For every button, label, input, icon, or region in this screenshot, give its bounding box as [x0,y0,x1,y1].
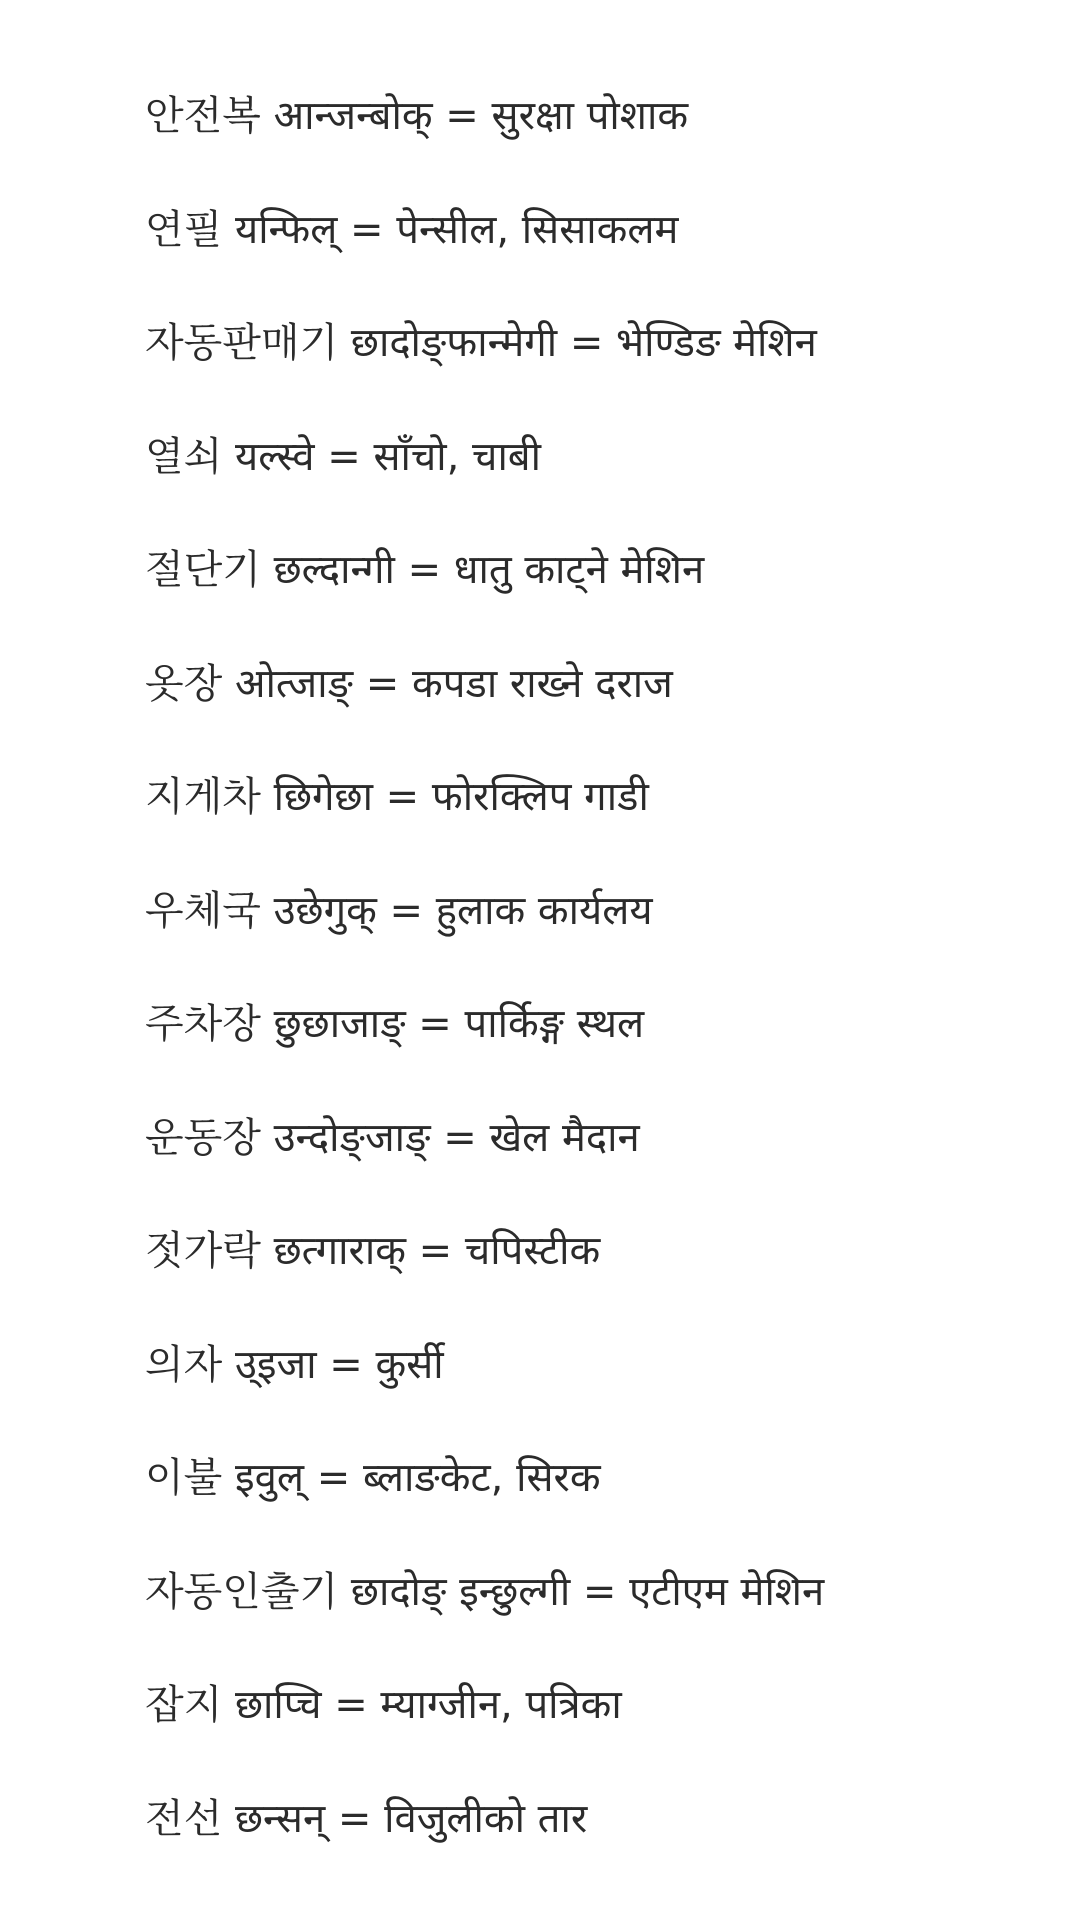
vocab-text: 운동장 उन्दोङ्जाङ् = खेल मैदान [145,1114,640,1161]
vocab-text: 젓가락 छत्गाराक् = चपिस्टीक [145,1228,601,1274]
vocab-item-magazine [145,1677,1045,1791]
vocab-text: 의자 उ्इजा = कुर्सी [145,1341,444,1388]
vocab-text: 열쇠 यल्स्वे = साँचो, चाबी [145,433,542,480]
vocab-item-wardrobe [145,656,1045,770]
vocab-item-playground [145,1110,1045,1224]
vocab-text: 이불 इवुल् = ब्लाङकेट, सिरक [145,1455,601,1501]
vocab-text: 안전복 आन्जन्बोक् = सुरक्षा पोशाक [145,93,689,139]
vocab-text: 연필 यन्फिल् = पेन्सील, सिसाकलम [145,206,679,253]
vocab-text: 주차장 छुछाजाङ् = पार्किङ्ग स्थल [145,1001,645,1047]
vocab-item-parking-lot [145,996,1045,1110]
vocab-item-vending-machine [145,315,1045,429]
vocab-item-forklift [145,769,1045,883]
vocab-item-pencil [145,202,1045,316]
vocab-item-atm [145,1564,1045,1678]
vocab-item-safety-clothing [145,88,1045,202]
vocab-item-post-office [145,883,1045,997]
vocab-text: 잡지 छाप्चि = म्याग्जीन, पत्रिका [145,1682,622,1728]
vocab-text: 전선 छन्सन् = विजुलीको तार [145,1795,588,1842]
vocab-text: 자동판매기 छादोङ्फान्मेगी = भेण्डिङ मेशिन [145,320,817,366]
vocab-item-electric-wire [145,1791,1045,1905]
vocab-item-blanket [145,1450,1045,1564]
vocab-text: 자동인출기 छादोङ् इन्छुल्गी = एटीएम मेशिन [145,1568,825,1615]
vocab-item-chopsticks [145,1223,1045,1337]
vocab-text: 옷장 ओत्जाङ् = कपडा राख्ने दराज [145,660,673,707]
vocab-text: 우체국 उछेगुक् = हुलाक कार्यलय [145,887,653,934]
vocab-text: 지게차 छिगेछा = फोरक्लिप गाडी [145,774,649,820]
vocab-item-cutter [145,542,1045,656]
vocab-item-chair [145,1337,1045,1451]
vocab-item-key [145,429,1045,543]
vocab-text: 절단기 छल्दान्गी = धातु काट्ने मेशिन [145,547,705,593]
vocabulary-list [145,88,1045,1904]
